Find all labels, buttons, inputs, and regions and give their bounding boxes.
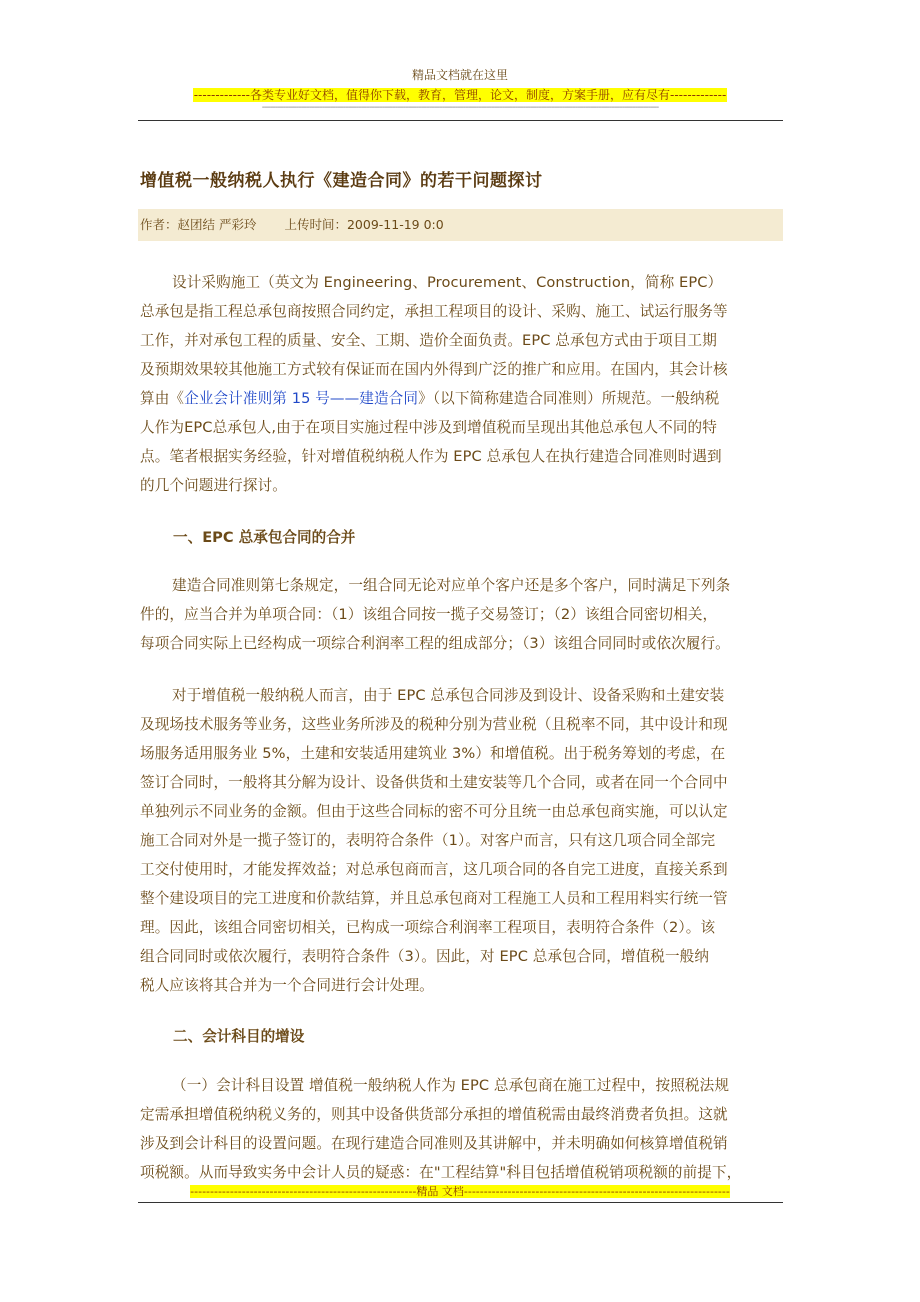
text: 》（以下简称建造合同准则）所规范。一般纳税 xyxy=(418,390,720,407)
author-label: 作者：赵团结 严彩玲 xyxy=(140,217,257,232)
footer-rule xyxy=(138,1202,783,1203)
paragraph-3 xyxy=(140,681,785,1000)
para-line: 及现场技术服务等业务，这些业务所涉及的税种分别为营业税（且税率不同，其中设计和现 xyxy=(140,716,728,733)
para-line: 每项合同实际上已经构成一项综合利润率工程的组成部分；（3）该组合同同时或依次履行。 xyxy=(140,635,730,652)
para-line: 组合同同时或依次履行，表明符合条件（3）。因此，对 EPC 总承包合同，增值税一般纳 xyxy=(140,948,710,965)
para-line: 的几个问题进行探讨。 xyxy=(140,477,287,494)
header-banner xyxy=(0,86,920,103)
section-heading-1: 一、EPC 总承包合同的合并 xyxy=(173,529,356,546)
para-line: 税人应该将其合并为一个合同进行会计处理。 xyxy=(140,977,434,994)
para-line: 工作，并对承包工程的质量、安全、工期、造价全面负责。EPC 总承包方式由于项目工期 xyxy=(140,332,717,349)
para-line: 设计采购施工（英文为 Engineering、Procurement、Construction，简称 EPC） xyxy=(172,274,723,291)
para-line: 工交付使用时，才能发挥效益；对总承包商而言，这几项合同的各自完工进度，直接关系到 xyxy=(140,861,728,878)
para-line: 人作为EPC总承包人,由于在项目实施过程中涉及到增值税而呈现出其他总承包人不同的特 xyxy=(140,419,717,436)
para-line: 件的，应当合并为单项合同：（1）该组合同按一揽子交易签订；（2）该组合同密切相关， xyxy=(140,606,718,623)
para-line: 对于增值税一般纳税人而言，由于 EPC 总承包合同涉及到设计、设备采购和土建安装 xyxy=(172,687,725,704)
para-line: （一）会计科目设置 增值税一般纳税人作为 EPC 总承包商在施工过程中，按照税法规 xyxy=(172,1077,730,1094)
para-line: 单独列示不同业务的金额。但由于这些合同标的密不可分且统一由总承包商实施，可以认定 xyxy=(140,803,728,820)
header-dashes: -------------------------------------------------------------------------------------------------------------------------------------------------------- xyxy=(261,102,659,113)
header-rule xyxy=(138,120,783,121)
paragraph-2 xyxy=(140,571,785,658)
article-title: 增值税一般纳税人执行《建造合同》的若干问题探讨 xyxy=(140,171,543,191)
para-line: 签订合同时，一般将其分解为设计、设备供货和土建安装等几个合同，或者在同一个合同中 xyxy=(140,774,728,791)
para-line: 建造合同准则第七条规定，一组合同无论对应单个客户还是多个客户，同时满足下列条 xyxy=(172,577,731,594)
para-line: 及预期效果较其他施工方式较有保证而在国内外得到广泛的推广和应用。在国内，其会计核 xyxy=(140,361,728,378)
header-title: 精品文档就在这里 xyxy=(411,68,508,82)
paragraph-1 xyxy=(140,268,785,500)
article-meta xyxy=(138,209,783,241)
footer-text: ---------------------------------------------------------精品 文档------------------------------------------------------------------- xyxy=(190,1185,730,1198)
para-line xyxy=(140,384,785,413)
section-heading-2: 二、会计科目的增设 xyxy=(173,1028,305,1045)
para-line: 场服务适用服务业 5%，土建和安装适用建筑业 3%）和增值税。出于税务筹划的考虑，在 xyxy=(140,745,726,762)
header-banner-text: -------------各类专业好文档，值得你下载，教育，管理，论文，制度，方案手册，应有尽有------------- xyxy=(193,88,727,102)
para-line: 项税额。从而导致实务中会计人员的疑惑：在"工程结算"科目包括增值税销项税额的前提下， xyxy=(140,1164,742,1181)
para-line: 施工合同对外是一揽子签订的，表明符合条件（1）。对客户而言，只有这几项合同全部完 xyxy=(140,832,716,849)
para-line: 点。笔者根据实务经验，针对增值税纳税人作为 EPC 总承包人在执行建造合同准则时遇到 xyxy=(140,448,722,465)
footer-banner xyxy=(0,1183,920,1199)
text: 算由《 xyxy=(140,390,185,407)
upload-time: 上传时间：2009-11-19 0:0 xyxy=(284,217,444,232)
para-line: 涉及到会计科目的设置问题。在现行建造合同准则及其讲解中，并未明确如何核算增值税销 xyxy=(140,1135,728,1152)
standard-link[interactable]: 企业会计准则第 15 号——建造合同 xyxy=(184,390,419,407)
para-line: 总承包是指工程总承包商按照合同约定，承担工程项目的设计、采购、施工、试运行服务等 xyxy=(140,303,728,320)
para-line: 整个建设项目的完工进度和价款结算，并且总承包商对工程施工人员和工程用料实行统一管 xyxy=(140,890,728,907)
para-line: 理。因此，该组合同密切相关，已构成一项综合利润率工程项目，表明符合条件（2）。该 xyxy=(140,919,716,936)
paragraph-4 xyxy=(140,1071,785,1187)
para-line: 定需承担增值税纳税义务的，则其中设备供货部分承担的增值税需由最终消费者负担。这就 xyxy=(140,1106,728,1123)
